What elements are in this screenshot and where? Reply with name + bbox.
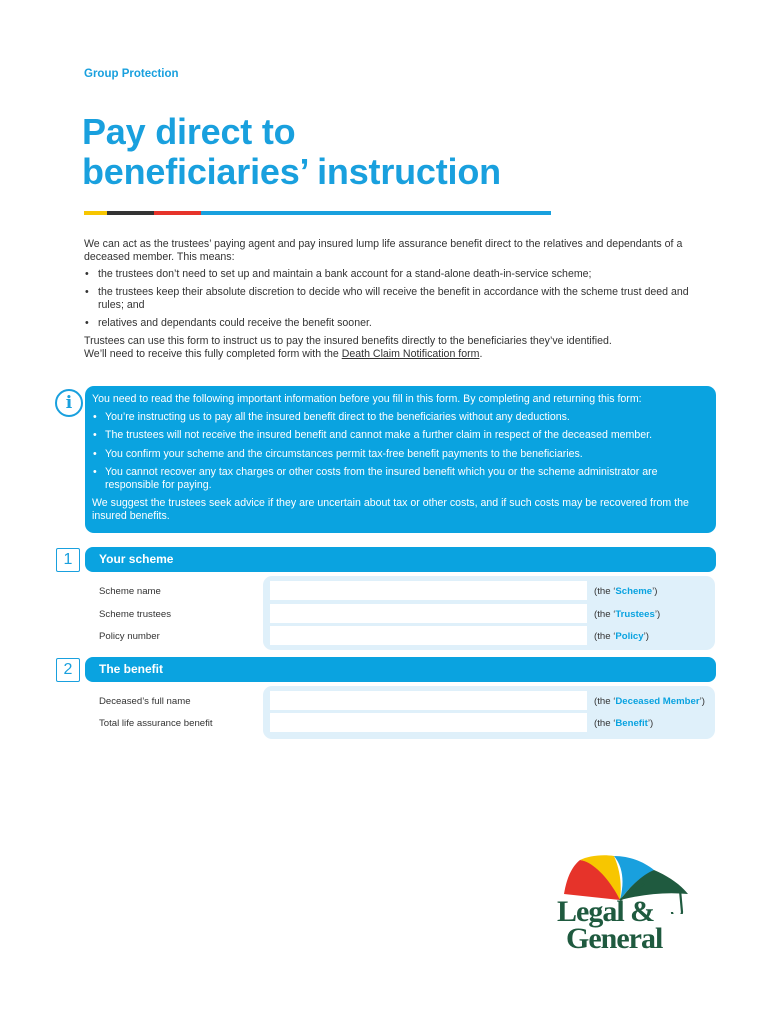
group-protection-label: Group Protection bbox=[84, 68, 179, 80]
total-benefit-note: (the ‘Benefit’) bbox=[594, 718, 654, 729]
trustees-instruction-text: Trustees can use this form to instruct us to pay the insured benefits directly to the beneficiaries they’ve identified. bbox=[84, 335, 612, 347]
policy-number-label: Policy number bbox=[99, 631, 160, 642]
rule-segment-yellow bbox=[84, 211, 107, 215]
section-1-number: 1 bbox=[56, 548, 80, 572]
intro-text bbox=[84, 238, 694, 361]
rule-segment-blue bbox=[201, 211, 551, 215]
info-bullet: • You’re instructing us to pay all the insured benefit direct to the beneficiaries without any deductions. bbox=[92, 411, 708, 424]
info-bullets bbox=[92, 411, 708, 492]
form-requirement-text: We’ll need to receive this fully completed form with the bbox=[84, 348, 342, 360]
intro-paragraph: We can act as the trustees’ paying agent and pay insured lump life assurance benefit direct to the relatives and dependants of a deceased member. This means: bbox=[84, 238, 683, 263]
deceased-name-input[interactable] bbox=[270, 691, 587, 710]
scheme-name-note: (the ‘Scheme’) bbox=[594, 586, 658, 597]
intro-bullets bbox=[84, 268, 694, 330]
deceased-name-note: (the ‘Deceased Member’) bbox=[594, 696, 705, 707]
legal-general-logo bbox=[557, 895, 663, 955]
logo-line-1: Legal & bbox=[557, 895, 655, 928]
info-icon: i bbox=[55, 389, 83, 417]
section-2-number: 2 bbox=[56, 658, 80, 682]
info-bullet: • You cannot recover any tax charges or other costs from the insured benefit which you or the scheme administrator are responsible for paying. bbox=[92, 466, 708, 491]
intro-bullet: • the trustees don’t need to set up and maintain a bank account for a stand-alone death-in-service scheme; bbox=[84, 268, 694, 281]
page-title-line-2: beneficiaries’ instruction bbox=[82, 151, 501, 192]
scheme-trustees-input[interactable] bbox=[270, 604, 587, 623]
info-footer: We suggest the trustees seek advice if they are uncertain about tax or other costs, and if such costs may be recovered from the insured benefits. bbox=[92, 497, 689, 522]
policy-number-input[interactable] bbox=[270, 626, 587, 645]
death-claim-notification-link[interactable]: Death Claim Notification form bbox=[341, 348, 480, 360]
logo-line-2: General bbox=[566, 922, 663, 955]
scheme-name-input[interactable] bbox=[270, 581, 587, 600]
scheme-name-label: Scheme name bbox=[99, 586, 161, 597]
intro-bullet: • relatives and dependants could receive the benefit sooner. bbox=[84, 317, 694, 330]
page-title-line-1: Pay direct to bbox=[82, 111, 296, 152]
info-lead: You need to read the following important information before you fill in this form. By completing and returning this form: bbox=[92, 393, 642, 405]
rule-segment-dark bbox=[107, 211, 154, 215]
intro-bullet: • the trustees keep their absolute discretion to decide who will receive the benefit in accordance with the scheme trust deed and rules; and bbox=[84, 286, 694, 312]
intro-paragraph-2 bbox=[84, 335, 694, 361]
total-benefit-input[interactable] bbox=[270, 713, 587, 732]
page-title bbox=[82, 112, 501, 192]
important-information-box bbox=[85, 386, 716, 533]
title-rule bbox=[84, 211, 551, 215]
deceased-name-label: Deceased’s full name bbox=[99, 696, 191, 707]
scheme-trustees-note: (the ‘Trustees’) bbox=[594, 609, 661, 620]
scheme-trustees-label: Scheme trustees bbox=[99, 609, 171, 620]
form-requirement-end: . bbox=[479, 348, 483, 360]
rule-segment-red bbox=[154, 211, 201, 215]
total-benefit-label: Total life assurance benefit bbox=[99, 718, 213, 729]
info-bullet: • You confirm your scheme and the circumstances permit tax-free benefit payments to the beneficiaries. bbox=[92, 448, 708, 461]
policy-number-note: (the ‘Policy’) bbox=[594, 631, 649, 642]
info-bullet: • The trustees will not receive the insured benefit and cannot make a further claim in respect of the deceased member. bbox=[92, 429, 708, 442]
section-2-header: The benefit bbox=[85, 657, 716, 682]
section-1-header: Your scheme bbox=[85, 547, 716, 572]
